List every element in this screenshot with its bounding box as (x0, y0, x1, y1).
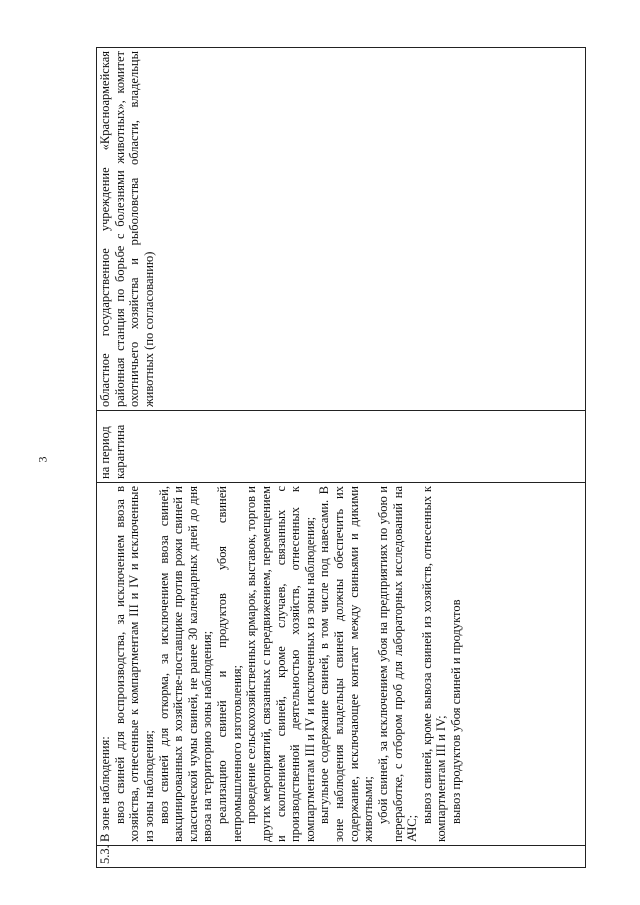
measure-item: выгульное содержание свиней, в том числе под навесами. В зоне наблюдения владельцы свиней должны обеспечить их содержание, исключающее контакт между свиньями и дикими животными; (317, 486, 376, 842)
term-cell: на период карантина (97, 411, 586, 483)
page-number: 3 (35, 456, 50, 463)
responsible-cell: областное государственное учреждение «Красноармейская районная станция по борьбе с болезнями животных», комитет охотничьего хозяйства и рыболовства области, владельцы животных (по согласованию) (97, 48, 586, 411)
measure-item: вывоз свиней, кроме вывоза свиней из хозяйств, отнесенных к компартментам III и IV; (419, 486, 449, 842)
measure-item: проведение сельскохозяйственных ярмарок, выставок, торгов и других мероприятий, связанных с передвижением, перемещением и скоплением свиней, кроме случаев, связанных с производственной деятельностью хозяйств, отнесенных к компартментам III и IV и исключенных из зоны наблюдения; (244, 486, 317, 842)
measure-item: ввоз свиней для воспроизводства, за исключением ввоза в хозяйства, отнесенные к компартментам III и IV и исключенные из зоны наблюдения; (112, 486, 156, 842)
measure-heading: В зоне наблюдения: (98, 736, 112, 842)
measure-item: убой свиней, за исключением убоя на предприятиях по убою и переработке, с отбором проб для лабораторных исследований на АЧС; (375, 486, 420, 842)
measure-item: вывоз продуктов убоя свиней и продуктов (449, 599, 463, 824)
measures-table (96, 47, 586, 868)
measures-cell (97, 483, 586, 846)
document-page (96, 48, 586, 868)
table-row (97, 48, 586, 868)
measure-item: реализацию свиней и продуктов убоя свиней непромышленного изготовления; (215, 486, 244, 842)
row-number: 5.3. (97, 846, 586, 868)
measure-item: ввоз свиней для откорма, за исключением ввоза свиней, вакцинированных в хозяйстве-поставщике против рожи свиней и классической чумы свиней, не ранее 30 календарных дней до дня ввоза на территорию зоны наблюдения; (156, 486, 215, 842)
